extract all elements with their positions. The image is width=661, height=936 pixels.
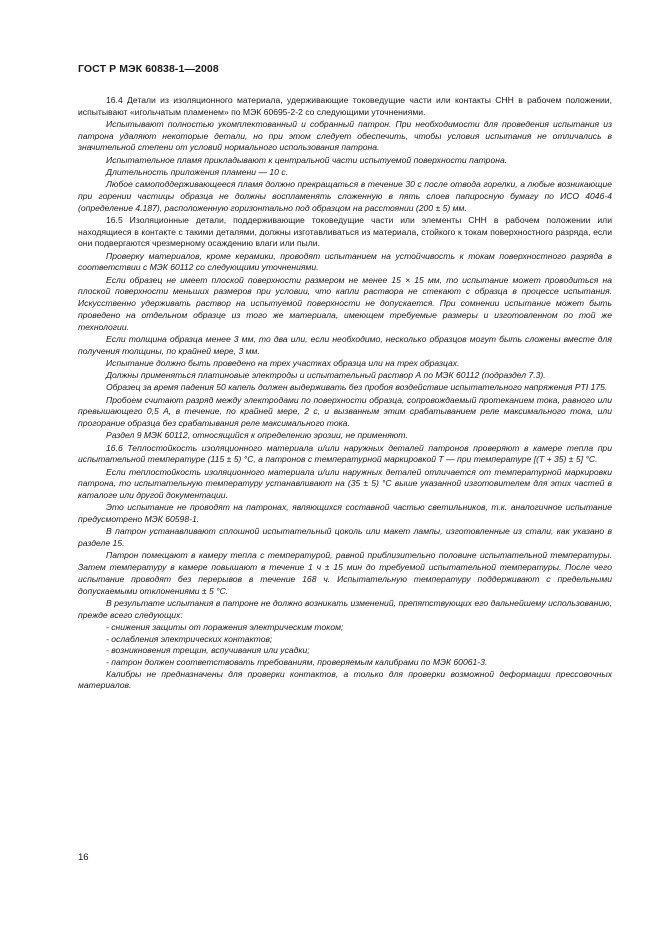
list-item: - патрон должен соответствовать требованиям, проверяемым калибрами по МЭК 60061-3. — [106, 656, 488, 667]
paragraph: Если образец не имеет плоской поверхности размером не менее 15 × 15 мм, то испытание может проводиться на плоской поверхности меньших размеров при условии, что капли раствора не стекают с образца в процессе испытания. Искусственно удерживать раствор на испытуемой поверхности не допускается. При сомнении испытание может быть проведено на отдельном образце из того же материала, имеющем требуемые размеры и изготовленном по той же технологии. — [78, 274, 612, 332]
paragraph: Раздел 9 МЭК 60112, относящийся к определению эрозии, не применяют. — [106, 430, 408, 441]
paragraph-16-4: 16.4 Детали из изоляционного материала, удерживающие токоведущие части или контакты СНН в рабочем положении, испытывают «игольчатым пламенем» по МЭК 60695-2-2 со следующими уточнениями. — [78, 95, 612, 117]
paragraph: Пробоем считают разряд между электродами по поверхности образца, сопровождаемый протеканием тока, равного или превышающего 0,5 А, в течение, по крайней мере, 2 с, и вызванным этим срабатыванием реле максимального тока, или прогорание образца без срабатывания реле максимального тока. — [78, 394, 612, 429]
paragraph: Образец за время падения 50 капель должен выдерживать без пробоя воздействие испытательного напряжения PTI 175. — [106, 382, 608, 393]
requirements-list — [78, 622, 612, 669]
paragraph: Это испытание не проводят на патронах, являющихся составной частью светильников, т.к. аналогичное испытание предусмотрено МЭК 60598-1. — [78, 502, 612, 525]
paragraph: В патрон устанавливают сплошной испытательный цоколь или макет лампы, изготовленные из стали, как указано в разделе 15. — [78, 526, 612, 549]
paragraph: Длительность приложения пламени — 10 с. — [106, 167, 289, 177]
paragraph: Проверку материалов, кроме керамики, проводят испытанием на устойчивость к токам поверхностного разряда в соответствии с МЭК 60112 со следующими уточнениями. — [78, 250, 612, 273]
document-body — [78, 95, 612, 693]
paragraph: Любое самоподдерживающееся пламя должно прекращаться в течение 30 с после отвода горелки, а любые возникающие при горении частицы образца не должны воспламенять сложенную в пять слоев папиросную бумагу по ИСО 4046-4 (определение 4.187), расположенную горизонтально под образцом на расстоянии (200 ± 5) мм. — [78, 179, 612, 213]
list-item: - снижения защиты от поражения электрическим током; — [106, 621, 344, 632]
paragraph-16-5: 16.5 Изоляционные детали, поддерживающие токоведущие части или элементы СНН в рабочем положении или находящиеся в контакте с такими деталями, должны изготавливаться из материала, стойкого к токам поверхностного разряда, если они подвергаются чрезмерному осаждению влаги или пыли. — [78, 215, 612, 249]
paragraph: Патрон помещают в камеру тепла с температурой, равной приблизительно половине испытательной температуры. Затем температуру в камере повышают в течение 1 ч ± 15 мин до требуемой испытательной температуры. После чего испытание проводят без перерывов в течение 168 ч. Испытательную температуру поддерживают с предельными допускаемыми отклонениями ± 5 °С. — [78, 550, 612, 596]
document-header: ГОСТ Р МЭК 60838-1—2008 — [78, 63, 219, 75]
paragraph: Должны применяться платиновые электроды и испытательный раствор А по МЭК 60112 (подраздел 7.3). — [106, 370, 546, 381]
paragraph: Если теплостойкость изоляционного материала и/или наружных деталей отличается от температурной маркировки патрона, то испытательную температуру устанавливают на (35 ± 5) °С выше указанной изготовителем для этих частей в каталоге или другой документации. — [78, 466, 612, 501]
paragraph-16-6: 16.6 Теплостойкость изоляционного материала и/или наружных деталей патронов проверяют в камере тепла при испытательной температуре (115 ± 5) °С, а патронов с температурной маркировкой Т — при температуре [(Т + 35) ± 5] °С. — [78, 442, 612, 465]
paragraph: Калибры не предназначены для проверки контактов, а только для проверки возможной деформации прессовочных материалов. — [78, 668, 612, 691]
list-item: - ослабления электрических контактов; — [106, 633, 273, 644]
paragraph: Испытательное пламя прикладывают к центральной части испытуемой поверхности патрона. — [106, 154, 508, 165]
paragraph: В результате испытания в патроне не должно возникать изменений, препятствующих его дальнейшему использованию, прежде всего следующих: — [78, 597, 612, 620]
paragraph: Если толщина образца менее 3 мм, то два или, если необходимо, несколько образцов могут быть сложены вместе для получения толщины, по крайней мере, 3 мм. — [78, 333, 612, 356]
paragraph: Испытание должно быть проведено на трех участках образца или на трех образцах. — [106, 357, 460, 368]
page-number: 16 — [78, 852, 89, 863]
paragraph: Испытывают полностью укомплектованный и собранный патрон. При необходимости для проведения испытания из патрона удаляют некоторые детали, но при этом следует обеспечить, чтобы условия испытания не отличались в значительной степени от условий нормального использования патрона. — [78, 119, 612, 153]
list-item: - возникновения трещин, вспучивания или усадки; — [106, 645, 310, 656]
